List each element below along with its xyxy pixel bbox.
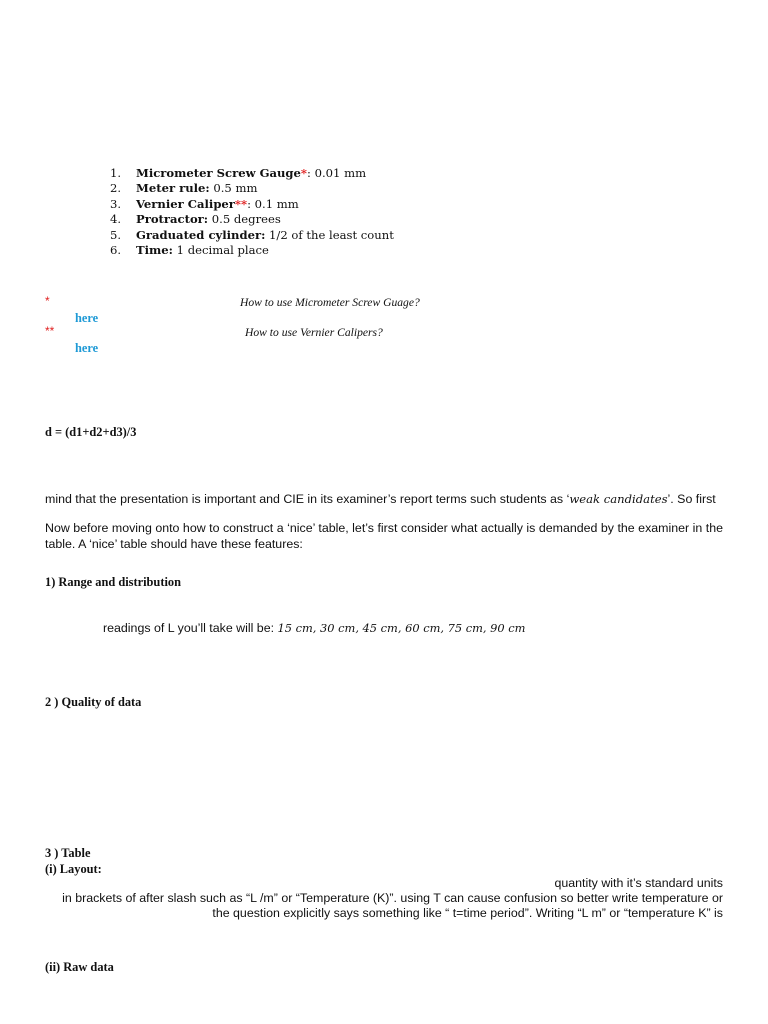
list-item bbox=[110, 181, 394, 196]
heading-table: 3 ) Table bbox=[45, 846, 91, 860]
layout-line-2: in brackets of after slash such as “L /m” or “Temperature (K)”. using T can cause confusion so better write temperature or bbox=[62, 891, 723, 905]
heading-range: 1) Range and distribution bbox=[45, 575, 181, 589]
footnote-star-2: ** bbox=[45, 324, 55, 338]
heading-quality: 2 ) Quality of data bbox=[45, 695, 142, 709]
list-number: 6. bbox=[110, 243, 122, 258]
list-label: Graduated cylinder: bbox=[136, 227, 266, 242]
range-paragraph bbox=[103, 621, 525, 637]
list-value: 1/2 of the least count bbox=[265, 227, 394, 242]
list-label: Meter rule: bbox=[136, 181, 210, 196]
list-number: 5. bbox=[110, 227, 122, 242]
list-item bbox=[110, 243, 394, 258]
list-item bbox=[110, 166, 394, 181]
heading-layout: (i) Layout: bbox=[45, 862, 102, 876]
layout-line-3: the question explicitly says something like “ t=time period”. Writing “L m” or “temperature K” is bbox=[212, 906, 723, 920]
list-value: : 0.01 mm bbox=[307, 166, 367, 180]
footnote-mark: ** bbox=[234, 196, 248, 211]
list-number: 3. bbox=[110, 196, 122, 211]
list-number: 1. bbox=[110, 166, 122, 180]
weak-candidates-text: weak candidates bbox=[569, 492, 668, 506]
here-link-vernier[interactable]: here bbox=[75, 341, 99, 355]
text-run: mind that the presentation is important and CIE in its examiner’s report terms such students as ‘ bbox=[45, 492, 570, 506]
heading-raw-data: (ii) Raw data bbox=[45, 960, 114, 974]
list-value: 0.5 mm bbox=[209, 181, 258, 196]
list-value: 1 decimal place bbox=[172, 243, 269, 258]
list-value: : 0.1 mm bbox=[247, 196, 299, 211]
here-link-micrometer[interactable]: here bbox=[75, 311, 99, 325]
presentation-paragraph bbox=[45, 492, 716, 508]
layout-line-1: quantity with it’s standard units bbox=[554, 876, 723, 890]
list-label: Time: bbox=[136, 243, 173, 258]
list-number: 2. bbox=[110, 181, 122, 196]
footnote-mark: * bbox=[300, 166, 307, 180]
list-number: 4. bbox=[110, 212, 122, 227]
text-run: ’. So first bbox=[667, 492, 716, 506]
list-label: Micrometer Screw Gauge bbox=[136, 166, 301, 180]
vernier-note: How to use Vernier Calipers? bbox=[245, 326, 383, 339]
list-value: 0.5 degrees bbox=[208, 212, 281, 227]
table-features-paragraph: Now before moving onto how to construct a ‘nice’ table, let’s first consider what actually is demanded by the examiner in the table. A ‘nice’ table should have these features: bbox=[45, 521, 723, 551]
least-count-list bbox=[110, 166, 394, 258]
list-label: Protractor: bbox=[136, 212, 209, 227]
text-run: readings of L you’ll take will be: bbox=[103, 621, 278, 635]
range-values: 15 cm, 30 cm, 45 cm, 60 cm, 75 cm, 90 cm bbox=[277, 621, 526, 635]
list-item bbox=[110, 212, 394, 227]
micrometer-note: How to use Micrometer Screw Guage? bbox=[240, 296, 420, 309]
diameter-formula: d = (d1+d2+d3)/3 bbox=[45, 425, 137, 439]
list-label: Vernier Caliper bbox=[136, 196, 235, 211]
footnote-star-1: * bbox=[45, 294, 50, 308]
list-item bbox=[110, 197, 394, 212]
list-item bbox=[110, 228, 394, 243]
